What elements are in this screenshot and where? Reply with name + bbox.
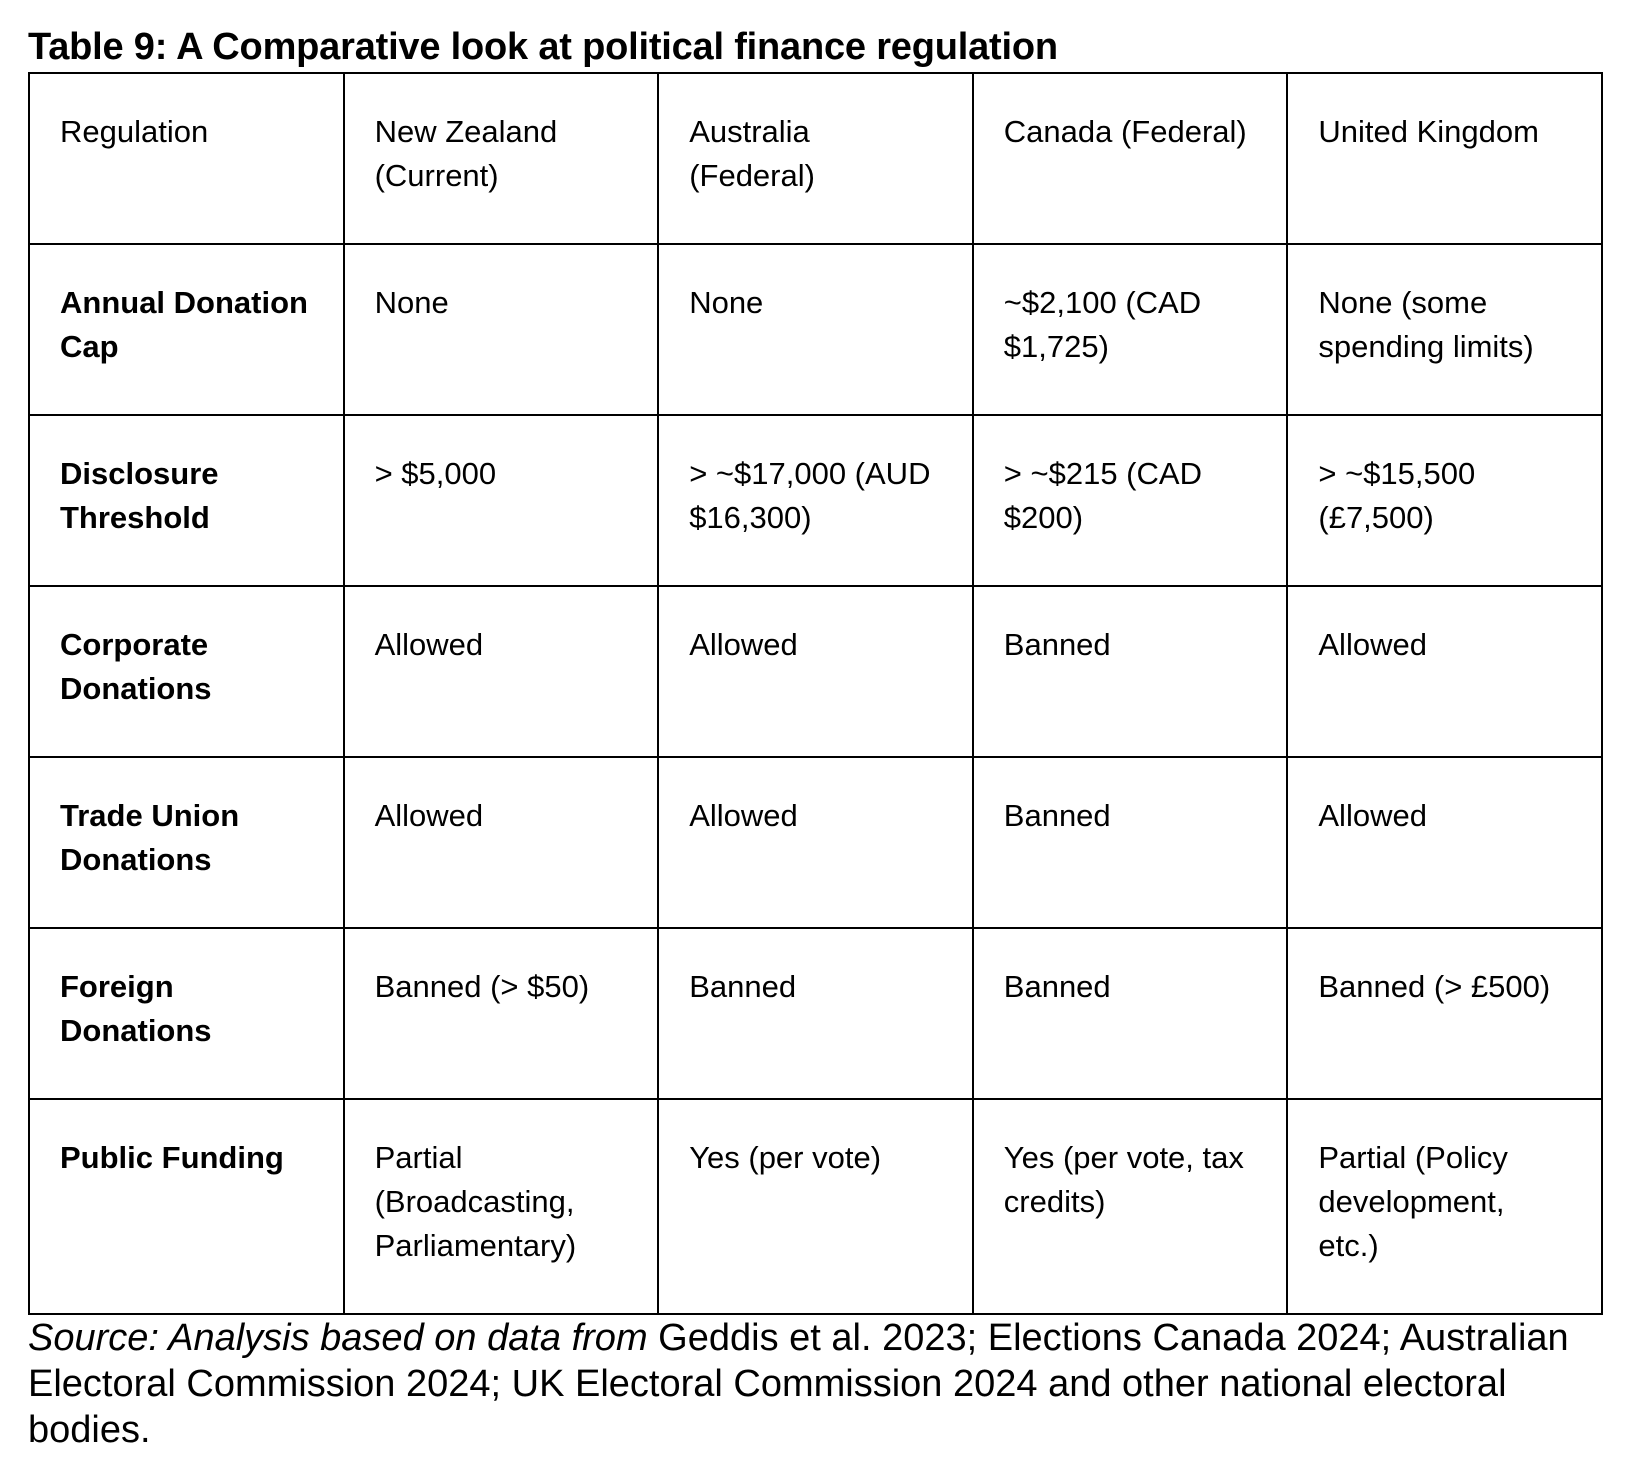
row-disclosure-threshold: [29, 415, 1602, 586]
row-label: Annual Donation Cap: [29, 244, 344, 415]
header-regulation: Regulation: [29, 73, 344, 244]
cell-new-zealand: None: [344, 244, 659, 415]
row-trade-union-donations: [29, 757, 1602, 928]
cell-canada: ~$2,100 (CAD $1,725): [973, 244, 1288, 415]
row-label: Trade Union Donations: [29, 757, 344, 928]
row-annual-donation-cap: [29, 244, 1602, 415]
cell-canada: Banned: [973, 586, 1288, 757]
cell-new-zealand: Partial (Broadcasting, Parliamentary): [344, 1099, 659, 1314]
source-text: Geddis et al. 2023; Elections Canada 2024; Australian Electoral Commission 2024; UK Electoral Commission 2024 and other national electoral bodies.: [28, 1317, 1569, 1451]
row-label: Disclosure Threshold: [29, 415, 344, 586]
cell-united-kingdom: Allowed: [1287, 586, 1602, 757]
cell-united-kingdom: Allowed: [1287, 757, 1602, 928]
header-row: [29, 73, 1602, 244]
cell-new-zealand: > $5,000: [344, 415, 659, 586]
cell-new-zealand: Allowed: [344, 757, 659, 928]
cell-australia: Allowed: [658, 586, 973, 757]
row-public-funding: [29, 1099, 1602, 1314]
cell-canada: Banned: [973, 928, 1288, 1099]
cell-canada: Yes (per vote, tax credits): [973, 1099, 1288, 1314]
cell-new-zealand: Banned (> $50): [344, 928, 659, 1099]
row-label: Corporate Donations: [29, 586, 344, 757]
cell-australia: > ~$17,000 (AUD $16,300): [658, 415, 973, 586]
header-united-kingdom: United Kingdom: [1287, 73, 1602, 244]
table-caption: Table 9: A Comparative look at political finance regulation: [28, 26, 1058, 68]
cell-australia: Allowed: [658, 757, 973, 928]
row-corporate-donations: [29, 586, 1602, 757]
cell-australia: Banned: [658, 928, 973, 1099]
source-note: [28, 1315, 1588, 1453]
cell-australia: Yes (per vote): [658, 1099, 973, 1314]
cell-united-kingdom: > ~$15,500 (£7,500): [1287, 415, 1602, 586]
cell-canada: > ~$215 (CAD $200): [973, 415, 1288, 586]
row-label: Foreign Donations: [29, 928, 344, 1099]
cell-new-zealand: Allowed: [344, 586, 659, 757]
comparison-table: [28, 72, 1603, 1315]
source-prefix: Source: Analysis based on data from: [28, 1317, 648, 1359]
header-new-zealand: New Zealand (Current): [344, 73, 659, 244]
row-foreign-donations: [29, 928, 1602, 1099]
row-label: Public Funding: [29, 1099, 344, 1314]
cell-united-kingdom: None (some spending limits): [1287, 244, 1602, 415]
cell-canada: Banned: [973, 757, 1288, 928]
header-canada: Canada (Federal): [973, 73, 1288, 244]
header-australia: Australia (Federal): [658, 73, 973, 244]
cell-australia: None: [658, 244, 973, 415]
cell-united-kingdom: Banned (> £500): [1287, 928, 1602, 1099]
cell-united-kingdom: Partial (Policy development, etc.): [1287, 1099, 1602, 1314]
